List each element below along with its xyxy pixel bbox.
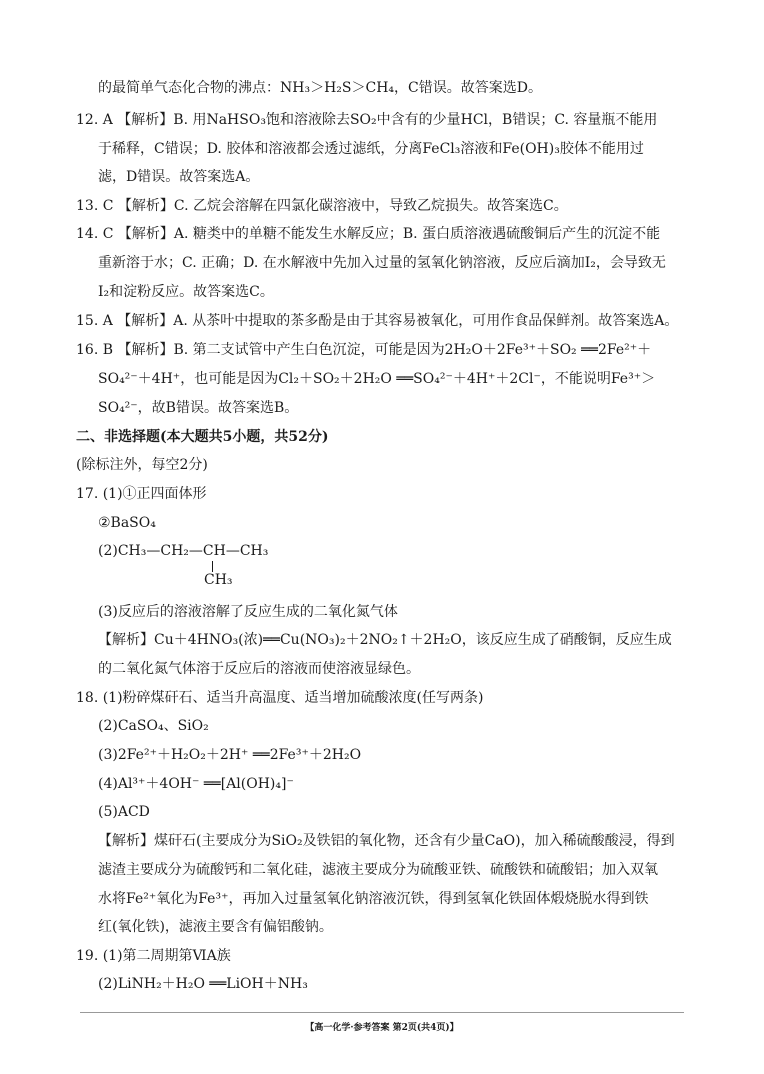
formula-branch: CH₃	[204, 572, 233, 588]
text-line: 重新溶于水；C. 正确；D. 在水解液中先加入过量的氢氧化钠溶液，反应后滴加I₂，会导致无	[98, 255, 666, 271]
text-line: 滤，D错误。故答案选A。	[98, 169, 260, 185]
text-line: 16. B 【解析】B. 第二支试管中产生白色沉淀，可能是因为2H₂O＋2Fe³⁺＋SO₂ ══2Fe²⁺＋	[76, 342, 652, 358]
text-line: 红(氧化铁)，滤液主要含有偏铝酸钠。	[98, 919, 333, 935]
text-line: (2)LiNH₂＋H₂O ══LiOH＋NH₃	[98, 976, 308, 992]
text-line: 15. A 【解析】A. 从茶叶中提取的茶多酚是由于其容易被氧化，可用作食品保鲜剂。故答案选A。	[76, 313, 679, 329]
text-line: I₂和淀粉反应。故答案选C。	[98, 284, 274, 300]
text-line: 水将Fe²⁺氧化为Fe³⁺，再加入过量氢氧化钠溶液沉铁，得到氢氧化铁固体煅烧脱水得到铁	[98, 891, 649, 907]
text-line: 【解析】Cu＋4HNO₃(浓)══Cu(NO₃)₂＋2NO₂↑＋2H₂O，该反应生成了硝酸铜，反应生成	[98, 632, 672, 648]
footer-divider	[80, 1012, 684, 1013]
text-line: 13. C 【解析】C. 乙烷会溶解在四氯化碳溶液中，导致乙烷损失。故答案选C。	[76, 198, 568, 214]
text-line: 【解析】煤矸石(主要成分为SiO₂及铁铝的氧化物，还含有少量CaO)，加入稀硫酸酸浸，得到	[98, 833, 675, 849]
text-line: 滤渣主要成分为硫酸钙和二氧化硅，滤液主要成分为硫酸亚铁、硫酸铁和硫酸铝；加入双氧	[98, 862, 658, 878]
section-heading: 二、非选择题(本大题共5小题，共52分)	[76, 429, 329, 445]
text-line: 的最简单气态化合物的沸点：NH₃＞H₂S＞CH₄，C错误。故答案选D。	[98, 80, 542, 96]
text-line: (3)反应后的溶液溶解了反应生成的二氧化氮气体	[98, 604, 398, 620]
text-line: (3)2Fe²⁺＋H₂O₂＋2H⁺ ══2Fe³⁺＋2H₂O	[98, 747, 362, 763]
text-line: ②BaSO₄	[98, 515, 156, 531]
text-line: SO₄²⁻，故B错误。故答案选B。	[98, 400, 299, 416]
text-line: 12. A 【解析】B. 用NaHSO₃饱和溶液除去SO₂中含有的少量HCl，B错误；C. 容量瓶不能用	[76, 112, 658, 128]
text-line: (除标注外，每空2分)	[76, 457, 208, 473]
text-line: (5)ACD	[98, 804, 150, 820]
page-footer: 【高一化学·参考答案 第2页(共4页)】	[305, 1023, 459, 1033]
text-line: (2)CaSO₄、SiO₂	[98, 718, 209, 734]
text-line: 18. (1)粉碎煤矸石、适当升高温度、适当增加硫酸浓度(任写两条)	[76, 690, 484, 706]
text-line: SO₄²⁻＋4H⁺，也可能是因为Cl₂＋SO₂＋2H₂O ══SO₄²⁻＋4H⁺＋2Cl⁻，不能说明Fe³⁺＞	[98, 371, 656, 387]
text-line: 于稀释，C错误；D. 胶体和溶液都会透过滤纸，分离FeCl₃溶液和Fe(OH)₃胶体不能用过	[98, 141, 644, 157]
text-line: 的二氧化氮气体溶于反应后的溶液而使溶液显绿色。	[98, 661, 420, 677]
text-line: 17. (1)①正四面体形	[76, 486, 207, 502]
text-line: 19. (1)第二周期第ⅥA族	[76, 948, 231, 964]
text-line: 14. C 【解析】A. 糖类中的单糖不能发生水解反应；B. 蛋白质溶液遇硫酸铜后产生的沉淀不能	[76, 226, 661, 242]
text-line: (4)Al³⁺＋4OH⁻ ══[Al(OH)₄]⁻	[98, 776, 294, 792]
structural-formula: (2)CH₃—CH₂—CH—CH₃	[98, 543, 269, 559]
